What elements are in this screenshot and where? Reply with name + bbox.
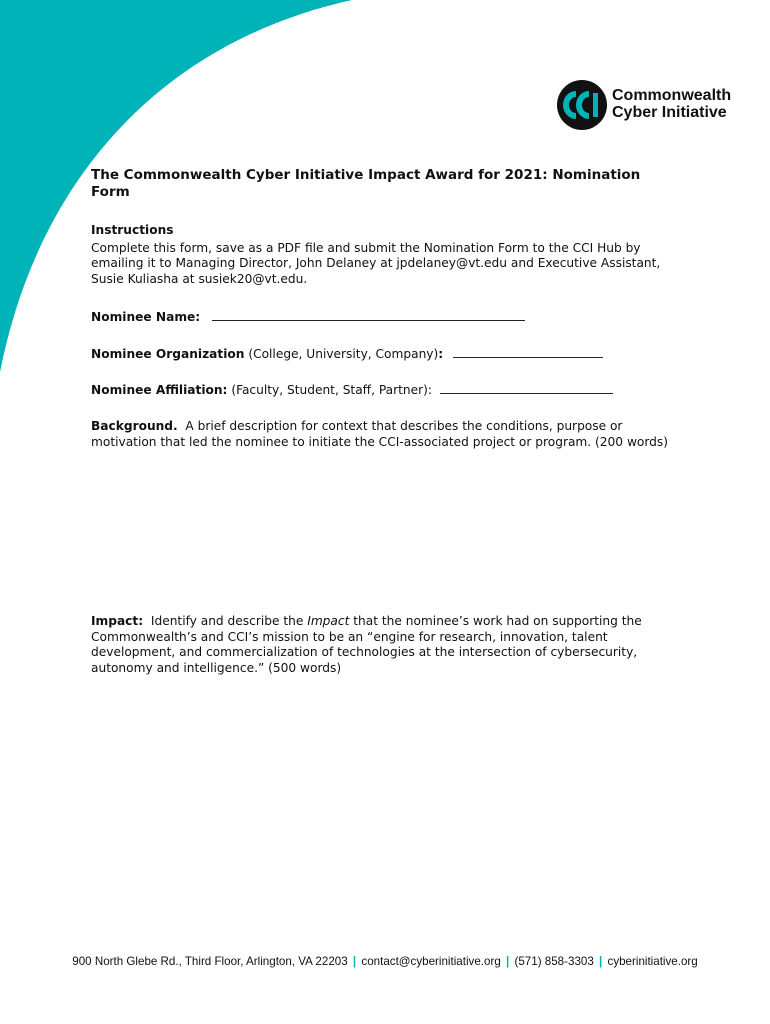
cci-logo [556,79,736,133]
nominee-affil-hint: (Faculty, Student, Staff, Partner): [231,383,432,397]
footer-phone: (571) 858-3303 [514,955,594,968]
page-title: The Commonwealth Cyber Initiative Impact Award for 2021: Nomination Form [91,167,641,200]
nominee-affil-label: Nominee Affiliation: [91,383,228,397]
instructions-text: Complete this form, save as a PDF file and submit the Nomination Form to the CCI Hub by emailing it to Managing Director, John Delaney at jpdelaney@vt.edu and Executive Assistant, Susie Kuliasha at susiek20@vt.edu. [91,240,661,286]
instructions-heading: Instructions [91,223,174,237]
footer-separator: | [599,955,603,968]
nominee-org-field[interactable] [453,346,603,358]
nominee-org-label: Nominee Organization [91,347,245,361]
nominee-affiliation-row [91,382,681,399]
nominee-organization-row [91,346,681,363]
nominee-affil-field[interactable] [440,382,613,394]
footer-address: 900 North Glebe Rd., Third Floor, Arlington, VA 22203 [72,955,348,968]
background-section [91,419,681,450]
background-label: Background. [91,419,178,433]
instructions-section [91,223,681,287]
nominee-org-hint: (College, University, Company) [248,347,439,361]
nominee-name-row [91,309,681,326]
cci-logo-icon [556,79,608,131]
impact-label: Impact: [91,614,144,628]
background-text: A brief description for context that describes the conditions, purpose or motivation that led the nominee to initiate the CCI-associated project or program. (200 words) [91,419,669,449]
impact-text-2: that the nominee’s work had on supporting the Commonwealth’s and CCI’s mission to be an “engine for research, innovation, talent development, and commercialization of technologies at the intersection of cybersecurity, autonomy and intelligence.” (500 words) [91,614,642,675]
footer-website[interactable]: cyberinitiative.org [607,955,698,968]
nominee-org-colon: : [438,347,444,361]
logo-wordmark [612,87,731,121]
footer-separator: | [506,955,510,968]
nominee-name-field[interactable] [212,309,525,321]
footer [0,955,770,968]
impact-text-1: Identify and describe the [150,614,304,628]
impact-text-emphasis: Impact [307,614,350,628]
logo-line-2: Cyber Initiative [612,104,727,121]
footer-separator: | [352,955,357,968]
nominee-name-label: Nominee Name: [91,310,201,324]
footer-email[interactable]: contact@cyberinitiative.org [361,955,501,968]
impact-section [91,614,681,676]
logo-line-1: Commonwealth [612,87,732,104]
